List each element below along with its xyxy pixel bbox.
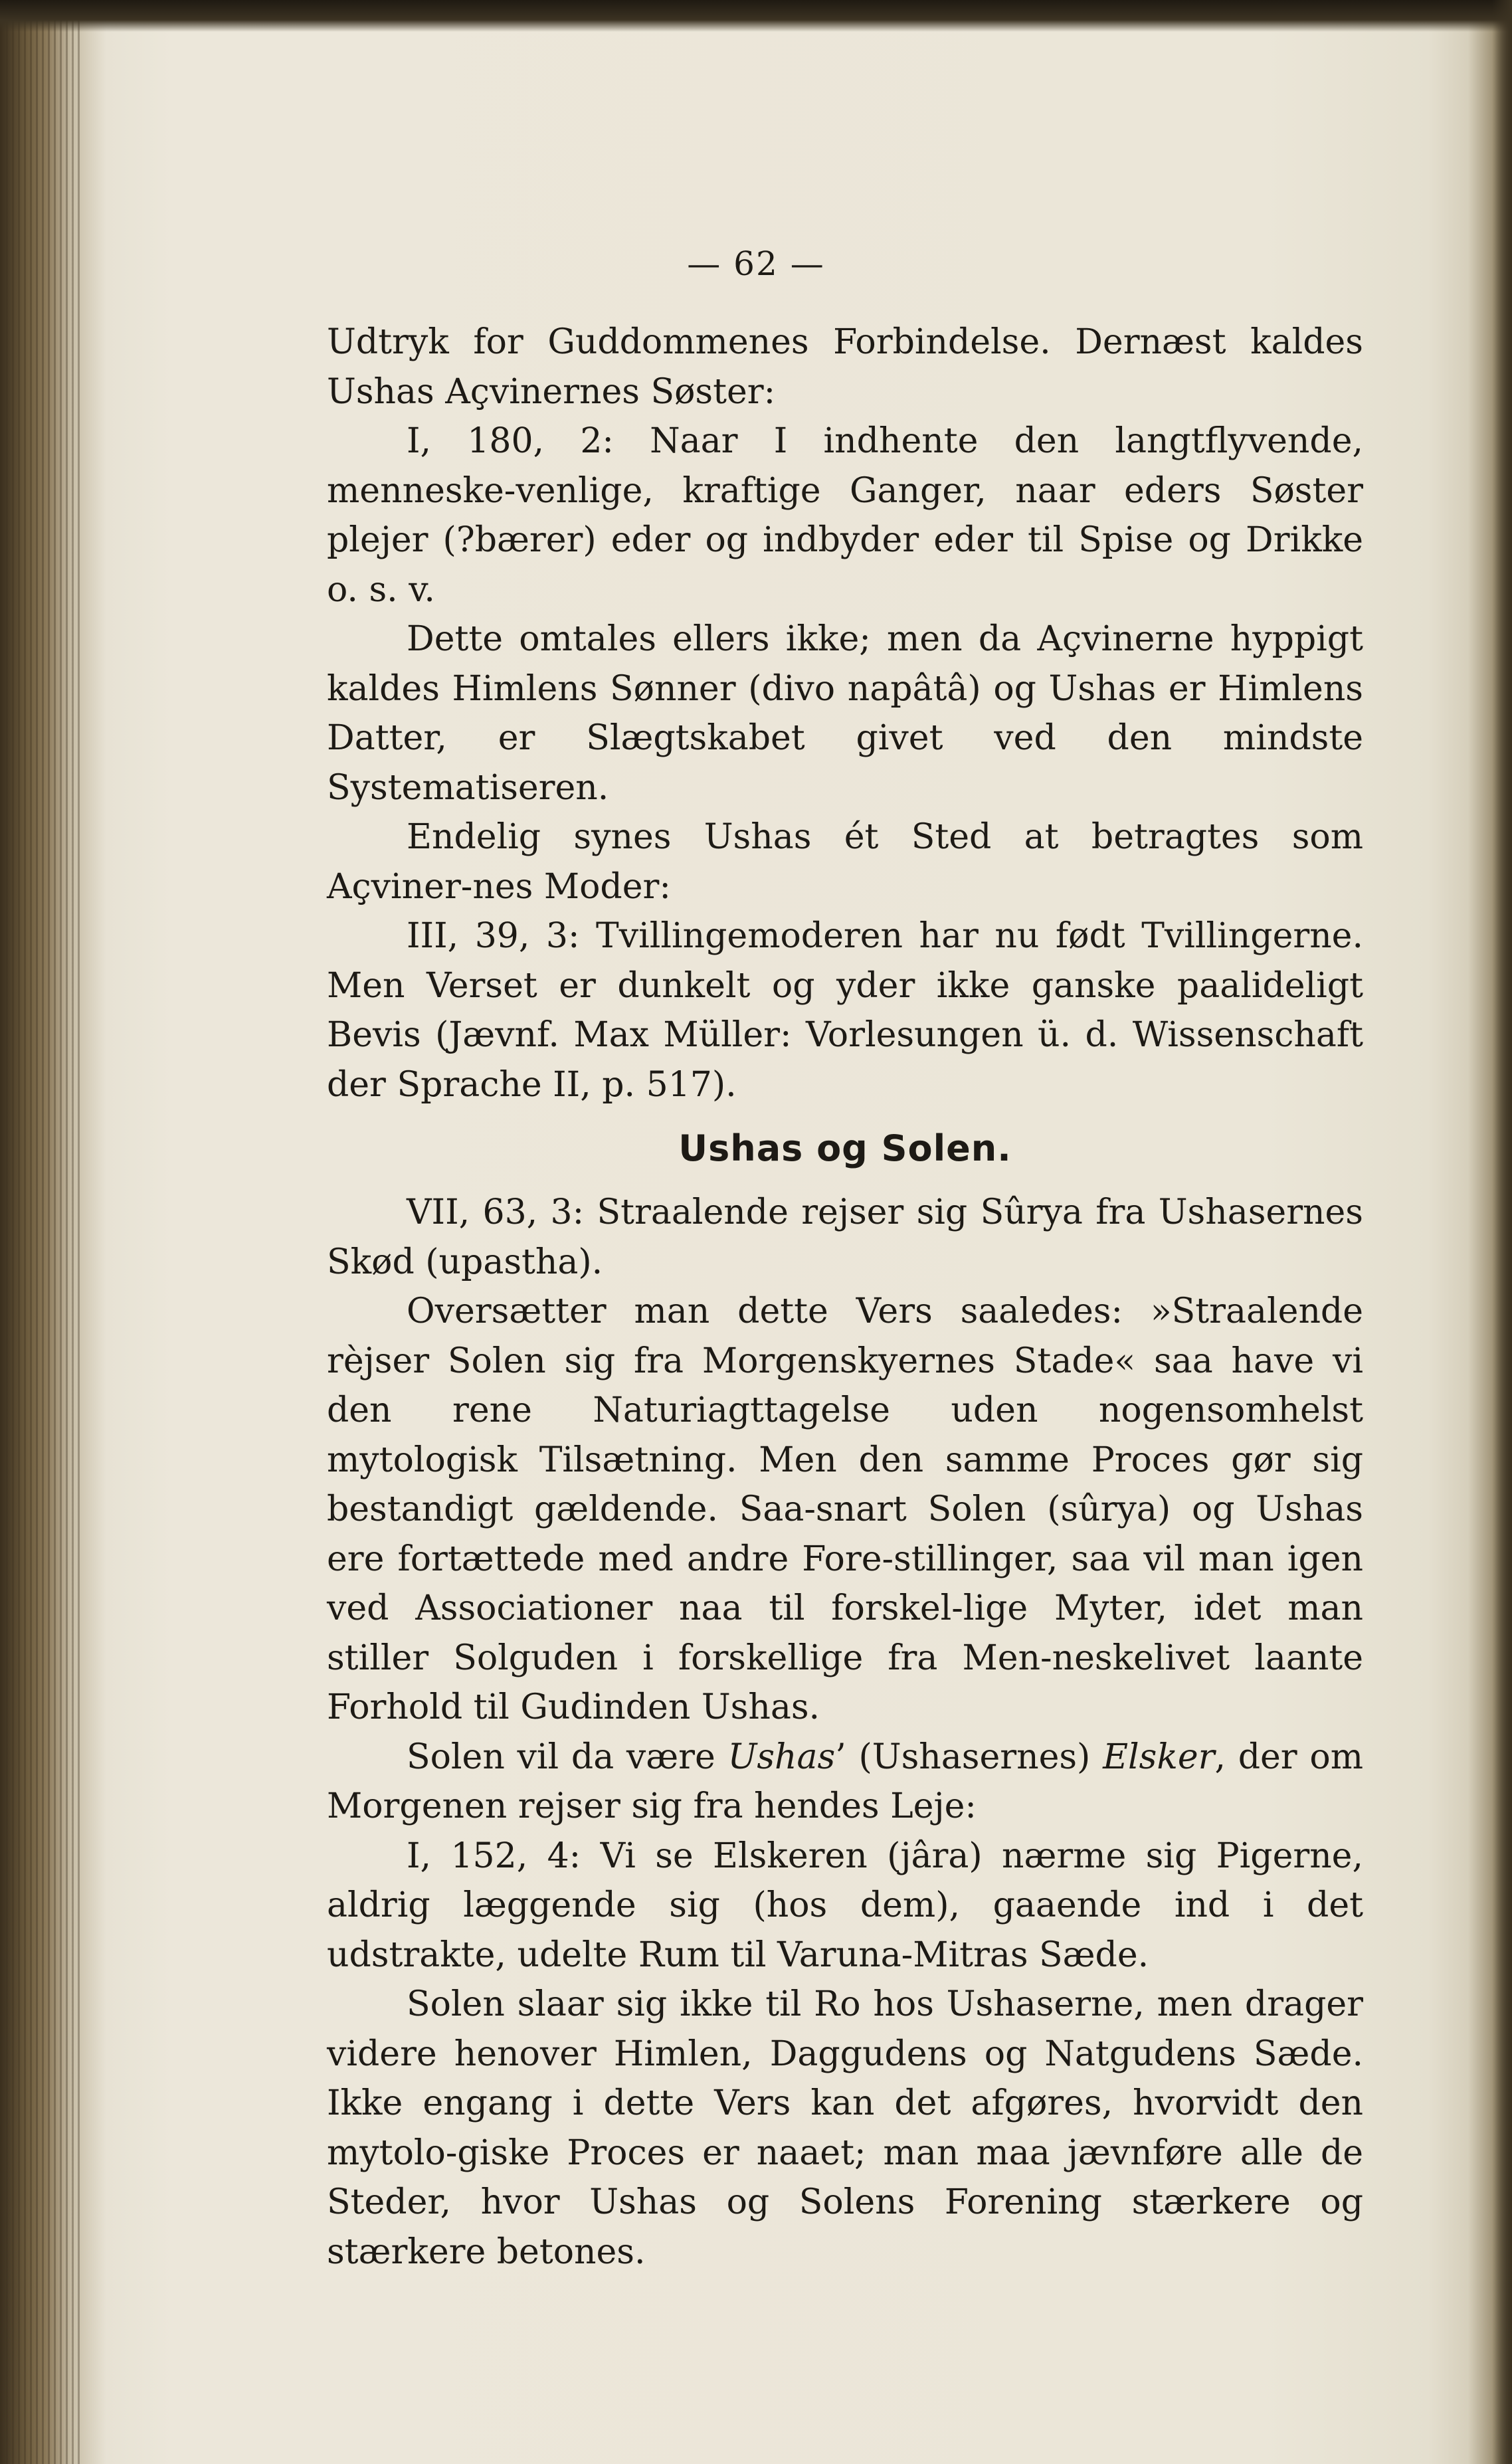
paragraph: Dette omtales ellers ikke; men da Açvinerne hyppigt kaldes Himlens Sønner (divo napâtâ) og Ushas er Himlens Datter, er Slægtskabet givet ved den mindste Systematiseren. <box>327 619 1363 808</box>
paragraph: I, 180, 2: Naar I indhente den langtflyvende, menneske-venlige, kraftige Ganger, naar eders Søster plejer (?bærer) eder og indbyder eder til Spise og Drikke o. s. v. <box>327 421 1363 610</box>
paragraph: Solen slaar sig ikke til Ro hos Ushaserne, men drager videre henover Himlen, Daggudens og Natgudens Sæde. Ikke engang i dette Vers kan det afgøres, hvorvidt den mytolo-giske Proces er naaet; man maa jævnføre alle de Steder, hvor Ushas og Solens Forening stærkere og stærkere betones. <box>327 1984 1363 2272</box>
italic-ushas: Ushas <box>727 1737 836 1777</box>
paragraph: Endelig synes Ushas ét Sted at betragtes som Açviner-nes Moder: <box>327 817 1363 907</box>
section-heading: Ushas og Solen. <box>678 1127 1012 1169</box>
italic-elsker: Elsker <box>1103 1737 1215 1777</box>
paragraph: Udtryk for Guddommenes Forbindelse. Dernæst kaldes Ushas Açvinernes Søster: <box>327 322 1363 412</box>
paragraph: VII, 63, 3: Straalende rejser sig Sûrya fra Ushasernes Skød (upastha). <box>327 1192 1363 1282</box>
text-span: ’ (Ushasernes) <box>835 1737 1103 1777</box>
body-text <box>327 318 1363 2277</box>
text-span: Solen vil da være <box>407 1737 728 1777</box>
paragraph-elsker <box>327 1733 1363 1832</box>
paragraph: I, 152, 4: Vi se Elskeren (jâra) nærme sig Pigerne, aldrig læggende sig (hos dem), gaaende ind i det udstrakte, udelte Rum til Varuna-Mitras Sæde. <box>327 1836 1363 1975</box>
page-number: — 62 — <box>687 244 825 283</box>
text-span: , der om Morgenen rejser sig fra hendes Leje: <box>327 1737 1363 1826</box>
paragraph: Oversætter man dette Vers saaledes: »Straalende rèjser Solen sig fra Morgenskyernes Stade« saa have vi den rene Naturiagttagelse uden nogensomhelst mytologisk Tilsætning. Men den samme Proces gør sig bestandigt gældende. Saa-snart Solen (sûrya) og Ushas ere fortættede med andre Fore-stillinger, saa vil man igen ved Associationer naa til forskel-lige Myter, idet man stiller Solguden i forskellige fra Men-neskelivet laante Forhold til Gudinden Ushas. <box>327 1291 1363 1727</box>
paragraph: III, 39, 3: Tvillingemoderen har nu født Tvillingerne. Men Verset er dunkelt og yder ikke ganske paalideligt Bevis (Jævnf. Max Müller: Vorlesungen ü. d. Wissenschaft der Sprache II, p. 517). <box>327 916 1363 1105</box>
